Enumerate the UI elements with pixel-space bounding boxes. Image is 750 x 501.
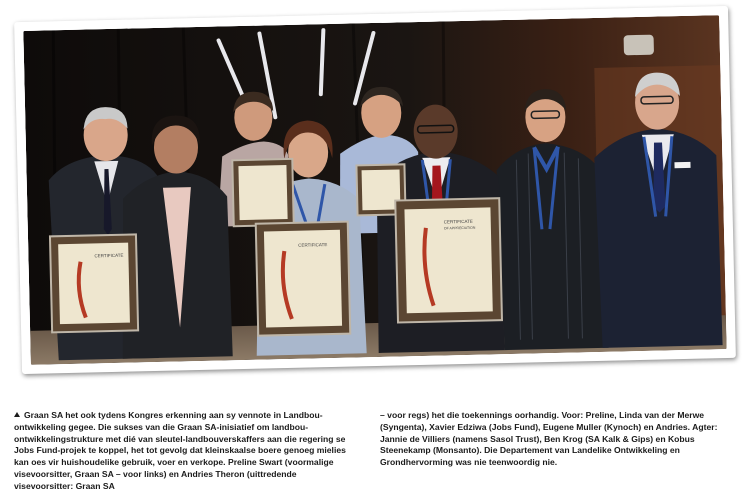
certificate-subtitle: OF APPRECIATION — [443, 225, 476, 231]
caption-column-2 — [380, 410, 736, 498]
certificate-frame-2 — [232, 159, 293, 226]
photo-card — [14, 6, 736, 374]
certificate-frame-1 — [50, 234, 138, 332]
certificate-frame-5 — [395, 198, 502, 322]
group-photo — [23, 15, 726, 365]
caption-text-1: Graan SA het ook tydens Kongres erkenning aan sy vennote in Landbou-ontwikkeling gegee. Die sukses van die Graan SA-inisiatief om landbou-ontwikkelingstrukture met dié van sleutel-landbouverskaffers aan die regering se Jobs Fund-projek te koppel, het tot gevolg dat kleinskaalse boere genoeg mielies kan oes vir huishoudelike gebruik, voer en verkope. Preline Swart (voormalige visevoorsitter, Graan SA – voor links) en Andries Theron (uittredende visevoorsitter: Graan SA — [14, 410, 346, 491]
photo-caption — [14, 410, 736, 498]
group-award-photo-illustration — [23, 15, 726, 365]
triangle-up-icon — [14, 412, 20, 417]
certificate-title: CERTIFICATE — [443, 218, 473, 225]
caption-text-2: – voor regs) het die toekennings oorhandig. Voor: Preline, Linda van der Merwe (Syngenta), Xavier Edziwa (Jobs Fund), Eugene Muller (Kynoch) en Andries. Agter: Jannie de Villiers (namens Sasol Trust), Ben Krog (SA Kalk & Gips) en Kobus Steenekamp (Monsanto). Die Departement van Landelike Ontwikkeling en Grondhervorming was nie teenwoordig nie. — [380, 410, 718, 468]
wall-lamp — [624, 35, 654, 56]
certificate-frame-3 — [256, 222, 351, 336]
certificate-title: CERTIFICATE — [298, 242, 328, 248]
caption-column-1 — [14, 410, 358, 498]
certificate-title: CERTIFICATE — [94, 252, 124, 259]
